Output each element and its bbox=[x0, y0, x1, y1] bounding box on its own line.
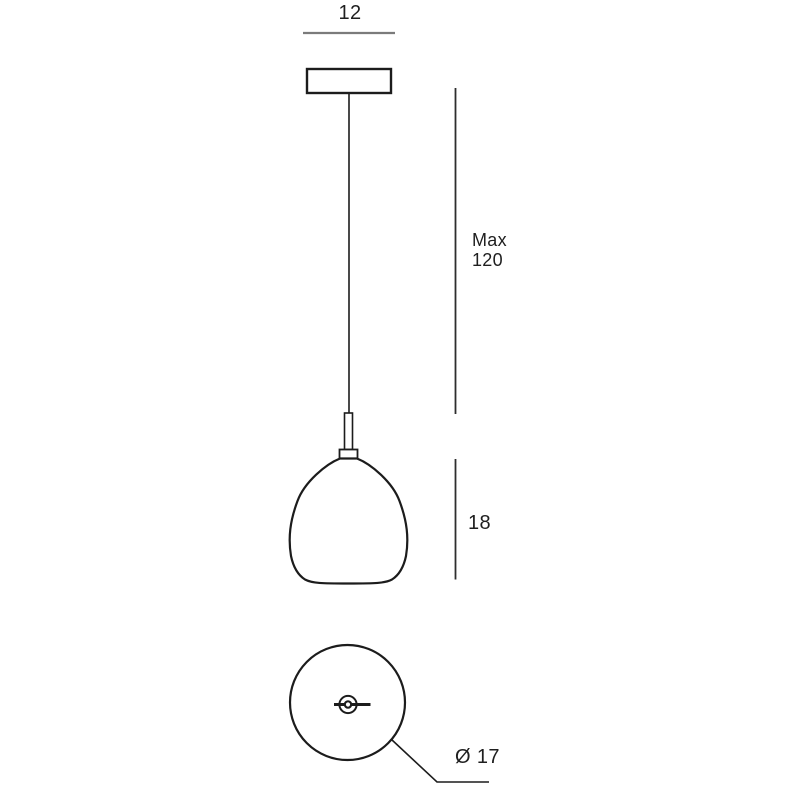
canopy-width-label: 12 bbox=[338, 2, 362, 24]
shade-diameter-label: Ø 17 bbox=[455, 746, 500, 768]
shade-height-label: 18 bbox=[468, 512, 492, 534]
shade-outline bbox=[290, 459, 408, 584]
ceiling-canopy bbox=[307, 69, 391, 93]
socket-collar bbox=[340, 450, 358, 459]
fitting-inner-dot bbox=[345, 701, 351, 707]
cable-max-length-label-line1: Max bbox=[472, 230, 507, 250]
cable-stem bbox=[345, 413, 353, 450]
cable-max-length-label bbox=[472, 230, 507, 270]
cable-max-length-label-line2: 120 bbox=[472, 250, 503, 270]
